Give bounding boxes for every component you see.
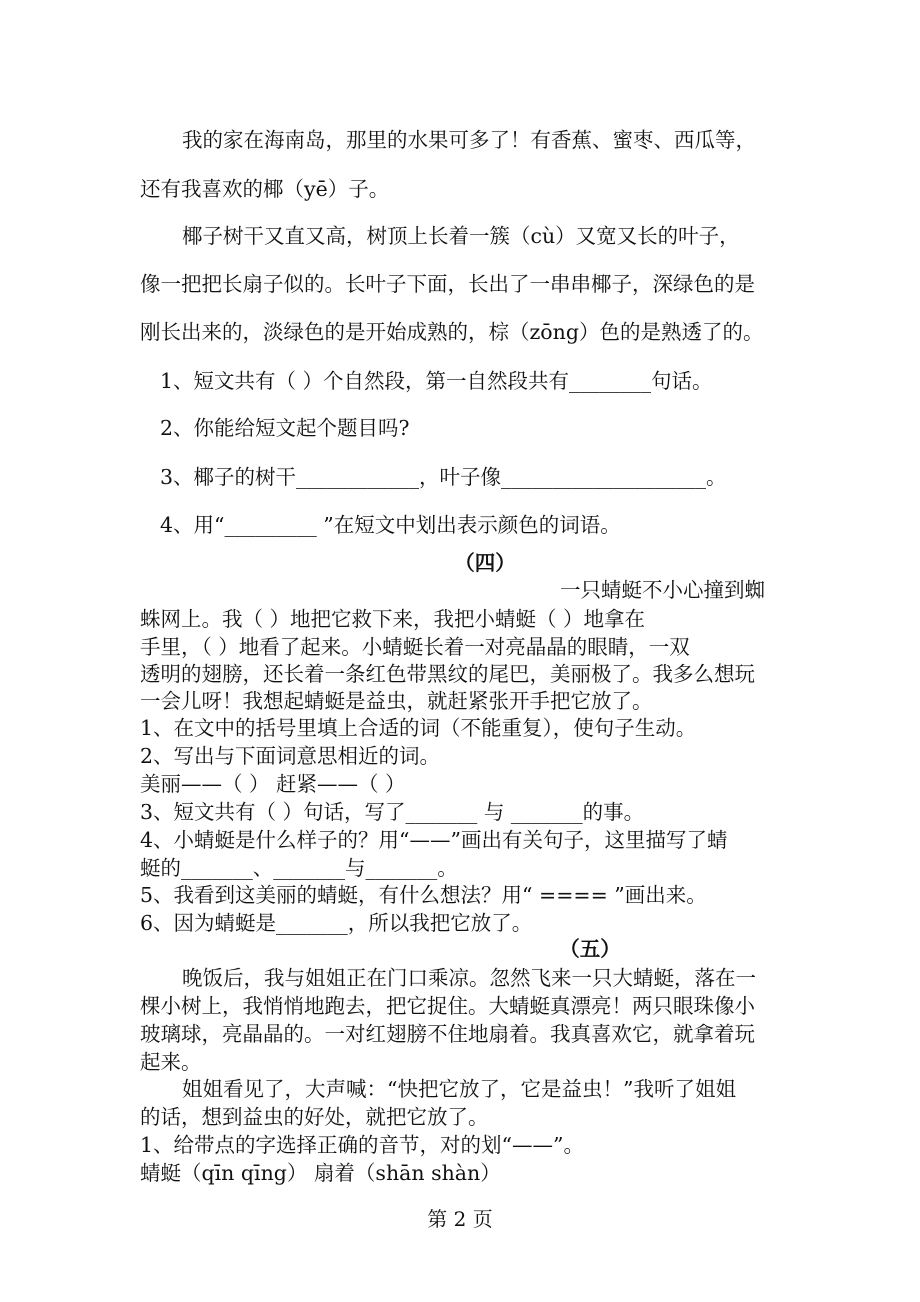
- passage-line: 我的家在海南岛，那里的水果可多了！有香蕉、蜜枣、西瓜等，: [182, 128, 756, 152]
- passage-line: 一会儿呀！我想起蜻蜓是益虫，就赶紧张开手把它放了。: [140, 689, 653, 713]
- passage-line: 的话，想到益虫的好处，就把它放了。: [140, 1105, 489, 1129]
- passage-line: 棵小树上，我悄悄地跑去，把它捉住。大蜻蜓真漂亮！两只眼珠像小: [140, 994, 755, 1018]
- passage-line: 蛛网上。我（ ）地把它救下来，我把小蜻蜓（ ）地拿在: [140, 607, 646, 631]
- question-5: 5、我看到这美丽的蜻蜓，有什么想法？用“ ==== ”画出来。: [140, 883, 707, 907]
- section-heading-5: （五）: [559, 937, 621, 961]
- question-1-options: 蜻蜓（qīn qīng） 扇着（shān shàn）: [140, 1161, 501, 1185]
- passage-line: 椰子树干又直又高，树顶上长着一簇（cù）又宽又长的叶子，: [182, 224, 740, 248]
- question-2-words: 美丽——（ ） 赶紧——（ ）: [140, 772, 406, 796]
- question-1: 1、短文共有（ ）个自然段，第一自然段共有________句话。: [160, 369, 713, 393]
- question-3: 3、椰子的树干____________，叶子像____________________。: [160, 465, 727, 489]
- question-2: 2、写出与下面词意思相近的词。: [140, 744, 441, 768]
- question-6: 6、因为蜻蜓是_______，所以我把它放了。: [140, 911, 533, 935]
- question-1: 1、给带点的字选择正确的音节，对的划“——”。: [140, 1133, 585, 1157]
- page-number: 第 2 页: [427, 1207, 493, 1231]
- passage-line: 晚饭后，我与姐姐正在门口乘凉。忽然飞来一只大蜻蜓，落在一: [182, 966, 756, 990]
- section-heading-4: （四）: [454, 551, 516, 575]
- question-2: 2、你能给短文起个题目吗?: [160, 416, 410, 440]
- passage-line: 手里，（ ）地看了起来。小蜻蜓长着一对亮晶晶的眼睛，一双: [140, 635, 690, 659]
- passage-line: 起来。: [140, 1050, 202, 1074]
- passage-line: 姐姐看见了，大声喊：“快把它放了，它是益虫！”我听了姐姐: [182, 1077, 736, 1101]
- question-4: 4、用“_________ ”在短文中划出表示颜色的词语。: [160, 513, 621, 537]
- question-3: 3、短文共有（ ）句话，写了_______ 与 _______的事。: [140, 800, 645, 824]
- question-4: 4、小蜻蜓是什么样子的？用“——”画出有关句子，这里描写了蜻: [140, 828, 728, 852]
- passage-line: 还有我喜欢的椰（yē）子。: [140, 177, 390, 201]
- question-4-cont: 蜓的_______、_______与_______。: [140, 856, 458, 880]
- passage-line: 像一把把长扇子似的。长叶子下面，长出了一串串椰子，深绿色的是: [140, 272, 755, 296]
- passage-line: 刚长出来的，淡绿色的是开始成熟的，棕（zōng）色的是熟透了的。: [140, 320, 764, 344]
- passage-line: 玻璃球，亮晶晶的。一对红翅膀不住地扇着。我真喜欢它，就拿着玩: [140, 1022, 755, 1046]
- question-1: 1、在文中的括号里填上合适的词（不能重复），使句子生动。: [140, 716, 697, 740]
- passage-line: 透明的翅膀，还长着一条红色带黑纹的尾巴，美丽极了。我多么想玩: [140, 662, 755, 686]
- passage-line: 一只蜻蜓不小心撞到蜘: [560, 578, 765, 602]
